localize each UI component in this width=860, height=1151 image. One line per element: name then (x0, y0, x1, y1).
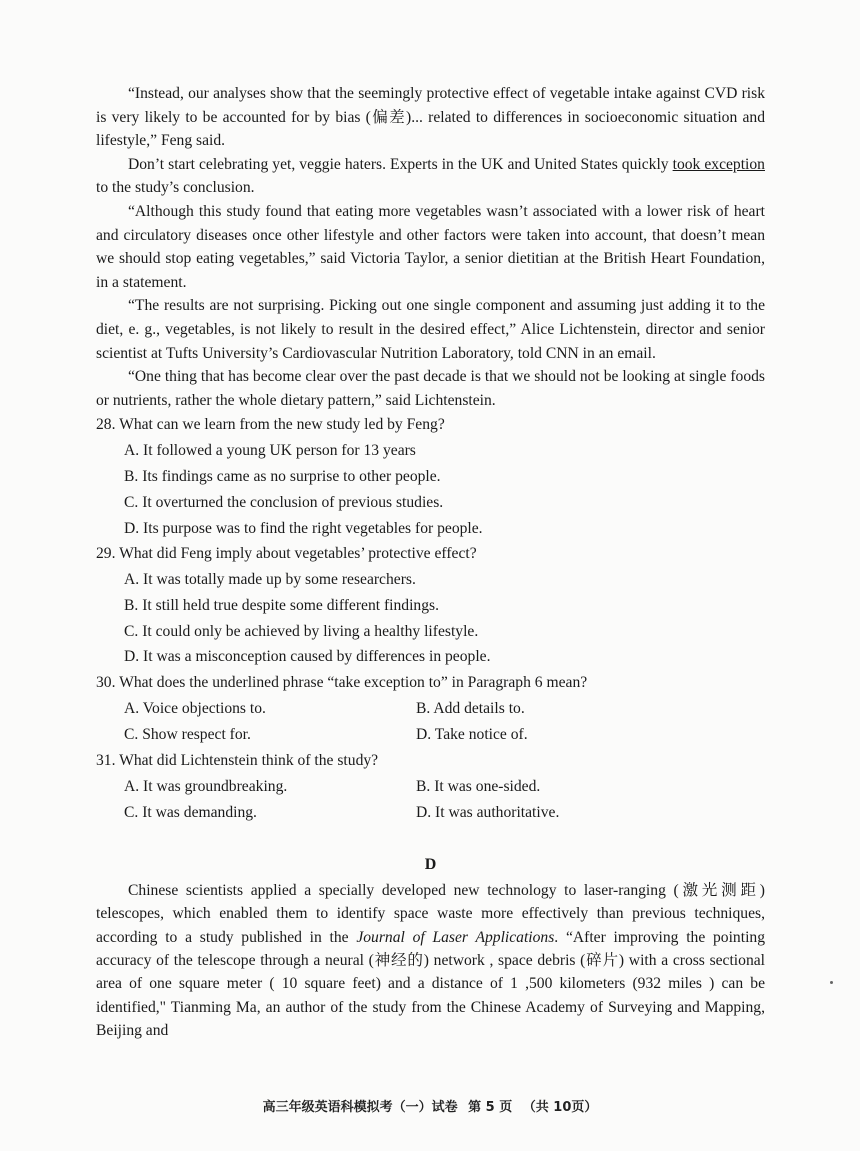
option-c: C. Show respect for. (124, 726, 251, 744)
option-a: A. It was groundbreaking. (124, 778, 288, 796)
option-d: D. Its purpose was to find the right vegetables for people. (124, 519, 483, 537)
section-d (96, 879, 765, 1043)
passage-paragraph: “One thing that has become clear over the past decade is that we should not be looking at single foods or nutrients, rather the whole dietary pattern,” said Lichtenstein. (96, 368, 765, 409)
question-28 (96, 412, 765, 541)
option-b: B. It was one-sided. (416, 778, 541, 796)
page-number: 第 5 页 (468, 1100, 513, 1115)
option-c: C. It was demanding. (124, 804, 257, 822)
journal-title: Journal of Laser Applications (356, 928, 555, 946)
option-row (124, 696, 765, 722)
option-row (124, 774, 765, 800)
question-stem: 30. What does the underlined phrase “take exception to” in Paragraph 6 mean? (96, 674, 588, 692)
paragraph-text: Don’t start celebrating yet, veggie haters. Experts in the UK and United States quickly (128, 155, 673, 173)
option-a: A. It followed a young UK person for 13 years (124, 442, 416, 460)
page-footer (0, 1096, 860, 1115)
option-c: C. It overturned the conclusion of previous studies. (124, 493, 444, 511)
paragraph-text: . “After improving the pointing accuracy of the telescope through a neural (神经的) network , space debris (碎片) with a cross sectional area of one square meter ( 10 square feet) and a distance of 1 ,500 kilometers (932 miles ) can be identified," Tianming Ma, an author of the study from the Chinese Academy of Surveying and Mapping, Beijing and (96, 928, 765, 1040)
option-d: D. It was a misconception caused by differences in people. (124, 648, 491, 666)
passage-paragraph (96, 879, 765, 1043)
option-d: D. It was authoritative. (416, 804, 560, 822)
option-a: A. Voice objections to. (124, 700, 266, 718)
question-29 (96, 541, 765, 670)
page-total: （共 10页） (522, 1100, 598, 1115)
option-b: B. Add details to. (416, 700, 525, 718)
paragraph-text: Chinese scientists applied a specially developed new technology to laser-ranging (激光测距) telescopes, which enabled them to identify space waste more effectively than previous techniques, according to a study published in the (96, 881, 765, 946)
question-stem: 31. What did Lichtenstein think of the study? (96, 752, 379, 770)
option-c: C. It could only be achieved by living a healthy lifestyle. (124, 622, 479, 640)
passage-paragraph: “Instead, our analyses show that the seemingly protective effect of vegetable intake against CVD risk is very likely to be accounted for by bias (偏差)... related to differences in socioeconomic situation and lifestyle,” Feng said. (96, 85, 765, 150)
paragraph-text: to the study’s conclusion. (96, 179, 255, 197)
option-a: A. It was totally made up by some researchers. (124, 571, 416, 589)
option-b: B. It still held true despite some different findings. (124, 596, 439, 614)
question-stem: 28. What can we learn from the new study led by Feng? (96, 416, 445, 434)
option-row (124, 800, 765, 826)
question-31 (96, 748, 765, 826)
section-title: D (424, 855, 437, 873)
option-row (124, 722, 765, 748)
underlined-phrase: took exception (672, 155, 765, 173)
passage-paragraph: “Although this study found that eating more vegetables wasn’t associated with a lower risk of heart and circulatory diseases once other lifestyle and other factors were taken into account, that doesn’t mean we should stop eating vegetables,” said Victoria Taylor, a senior dietitian at the British Heart Foundation, in a statement. (96, 202, 765, 291)
question-stem: 29. What did Feng imply about vegetables’ protective effect? (96, 545, 477, 563)
passage-paragraph (96, 153, 765, 200)
page-content (96, 82, 765, 1043)
option-b: B. Its findings came as no surprise to other people. (124, 467, 441, 485)
option-d: D. Take notice of. (416, 726, 528, 744)
exam-title: 高三年级英语科模拟考（一）试卷 (262, 1100, 458, 1115)
passage-paragraph: “The results are not surprising. Picking out one single component and assuming just adding it to the diet, e. g., vegetables, is not likely to result in the desired effect,” Alice Lichtenstein, director and senior scientist at Tufts University’s Cardiovascular Nutrition Laboratory, told CNN in an email. (96, 297, 765, 362)
scan-speck (830, 981, 833, 984)
question-30 (96, 670, 765, 748)
